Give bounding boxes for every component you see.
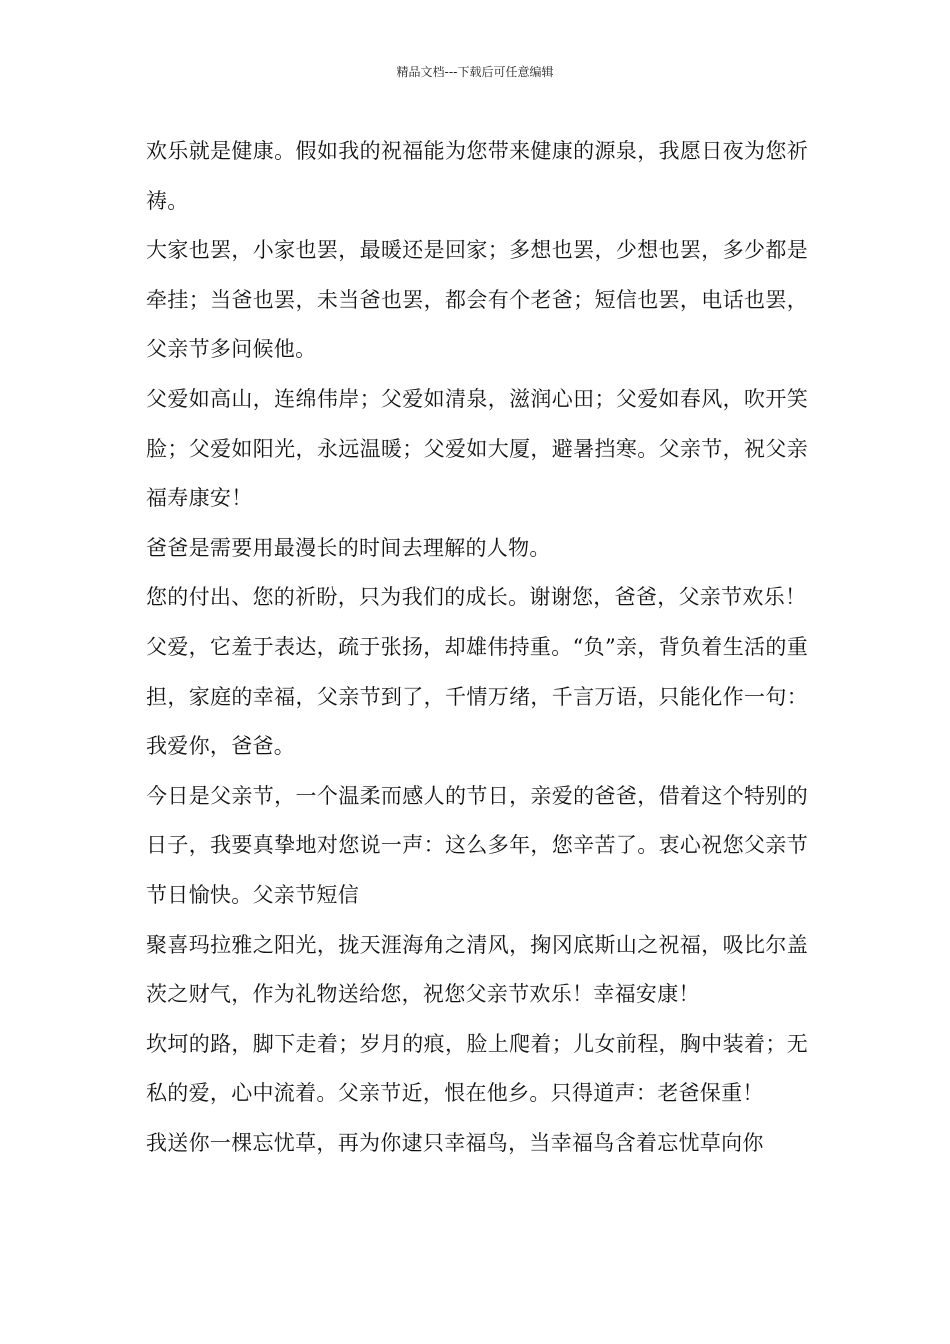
paragraph: 父爱如高山，连绵伟岸；父爱如清泉，滋润心田；父爱如春风，吹开笑脸；父爱如阳光，永远温暖；父爱如大厦，避暑挡寒。父亲节，祝父亲福寿康安！	[146, 386, 808, 511]
paragraph: 聚喜玛拉雅之阳光，拢天涯海角之清风，掬冈底斯山之祝福，吸比尔盖茨之财气，作为礼物送给您，祝您父亲节欢乐！幸福安康！	[146, 932, 808, 1007]
paragraph: 欢乐就是健康。假如我的祝福能为您带来健康的源泉，我愿日夜为您祈祷。	[146, 139, 808, 213]
paragraph: 坎坷的路，脚下走着；岁月的痕，脸上爬着；儿女前程，胸中装着；无私的爱，心中流着。父亲节近，恨在他乡。只得道声：老爸保重！	[146, 1031, 808, 1106]
paragraph: 大家也罢，小家也罢，最暖还是回家；多想也罢，少想也罢，多少都是牵挂；当爸也罢，未当爸也罢，都会有个老爸；短信也罢，电话也罢，父亲节多问候他。	[146, 238, 808, 362]
page-header: 精品文档---下载后可任意编辑	[396, 65, 554, 79]
paragraph: 爸爸是需要用最漫长的时间去理解的人物。	[146, 535, 551, 560]
paragraph: 父爱，它羞于表达，疏于张扬，却雄伟持重。“负”亲，背负着生活的重担，家庭的幸福，父亲节到了，千情万绪，千言万语，只能化作一句：我爱你，爸爸。	[146, 634, 808, 759]
paragraph: 今日是父亲节，一个温柔而感人的节日，亲爱的爸爸，借着这个特别的日子，我要真挚地对您说一声：这么多年，您辛苦了。衷心祝您父亲节节日愉快。父亲节短信	[146, 783, 808, 907]
paragraph: 您的付出、您的祈盼，只为我们的成长。谢谢您，爸爸，父亲节欢乐！	[146, 585, 807, 610]
document-body	[146, 127, 808, 1168]
paragraph: 我送你一棵忘忧草，再为你逮只幸福鸟，当幸福鸟含着忘忧草向你	[146, 1130, 764, 1155]
